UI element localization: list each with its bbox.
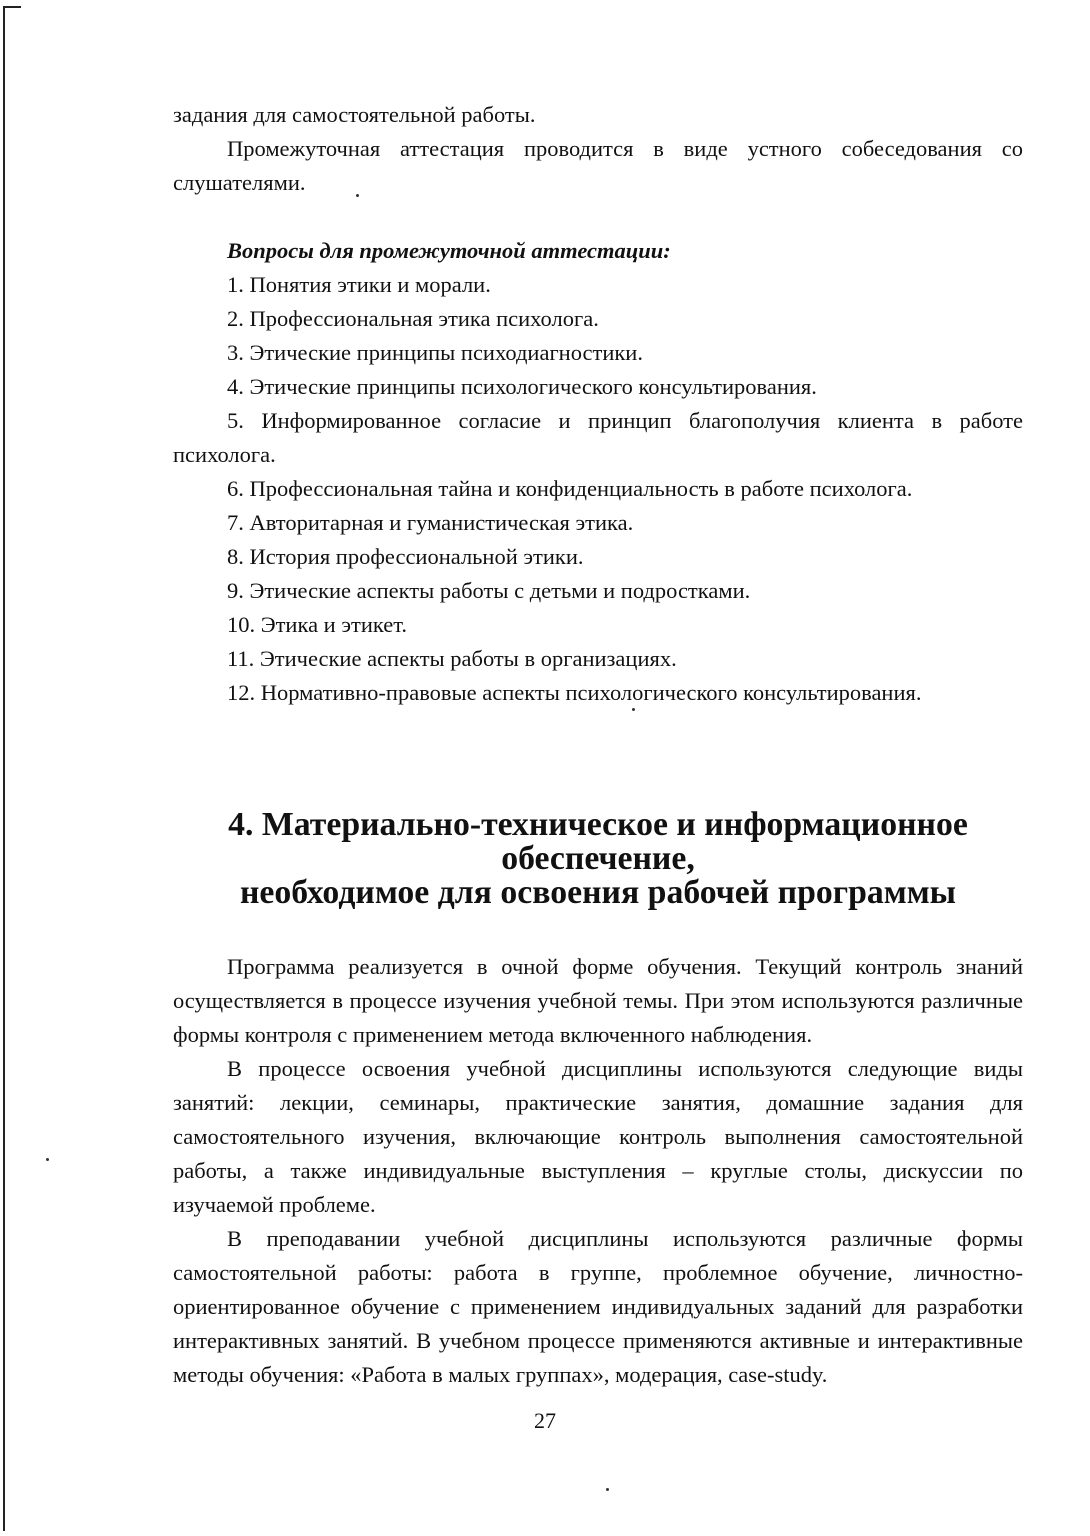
section-paragraph: Программа реализуется в очной форме обучения. Текущий контроль знаний осуществляется в процессе изучения учебной темы. При этом используются различные формы контроля с применением метода включенного наблюдения. bbox=[173, 954, 1023, 1047]
list-item: 3. Этические принципы психодиагностики. bbox=[227, 340, 643, 365]
list-item: 11. Этические аспекты работы в организациях. bbox=[227, 646, 677, 671]
scan-speck bbox=[46, 1158, 49, 1161]
list-item: 5. Информированное согласие и принцип благополучия клиента в работе психолога. bbox=[173, 408, 1023, 467]
questions-list bbox=[173, 268, 1023, 710]
section-title bbox=[173, 808, 1023, 910]
list-item: 8. История профессиональной этики. bbox=[227, 544, 584, 569]
list-item: 2. Профессиональная этика психолога. bbox=[227, 306, 599, 331]
list-item: 4. Этические принципы психологического консультирования. bbox=[227, 374, 817, 399]
section-paragraph: В процессе освоения учебной дисциплины используются следующие виды занятий: лекции, семинары, практические занятия, домашние задания для самостоятельного изучения, включающие контроль выполнения самостоятельной работы, а также индивидуальные выступления – круглые столы, дискуссии по изучаемой проблеме. bbox=[173, 1056, 1023, 1217]
list-item: 12. Нормативно-правовые аспекты психологического консультирования. bbox=[227, 680, 922, 705]
scan-speck bbox=[606, 1488, 609, 1491]
section-title-line-2: необходимое для освоения рабочей программы bbox=[239, 874, 957, 911]
section-body bbox=[173, 950, 1023, 1392]
list-item: 7. Авторитарная и гуманистическая этика. bbox=[227, 510, 634, 535]
list-item: 9. Этические аспекты работы с детьми и подростками. bbox=[227, 578, 751, 603]
section-title-line-1: 4. Материально-техническое и информационное обеспечение, bbox=[228, 806, 968, 877]
scan-speck bbox=[632, 708, 635, 711]
scan-speck bbox=[356, 194, 359, 197]
questions-heading: Вопросы для промежуточной аттестации: bbox=[227, 238, 671, 263]
page-number: 27 bbox=[534, 1408, 556, 1433]
document-page bbox=[173, 98, 1023, 1392]
scan-border-mark bbox=[0, 0, 22, 1536]
list-item: 6. Профессиональная тайна и конфиденциальность в работе психолога. bbox=[227, 476, 913, 501]
section-paragraph: В преподавании учебной дисциплины используются различные формы самостоятельной работы: работа в группе, проблемное обучение, личностно-ориентированное обучение с применением индивидуальных заданий для разработки интерактивных занятий. В учебном процессе применяются активные и интерактивные методы обучения: «Работа в малых группах», модерация, case-study. bbox=[173, 1226, 1023, 1387]
list-item: 1. Понятия этики и морали. bbox=[227, 272, 491, 297]
intro-line: задания для самостоятельной работы. bbox=[173, 102, 536, 127]
intro-paragraph: Промежуточная аттестация проводится в виде устного собеседования со слушателями. bbox=[173, 136, 1023, 195]
list-item: 10. Этика и этикет. bbox=[227, 612, 407, 637]
